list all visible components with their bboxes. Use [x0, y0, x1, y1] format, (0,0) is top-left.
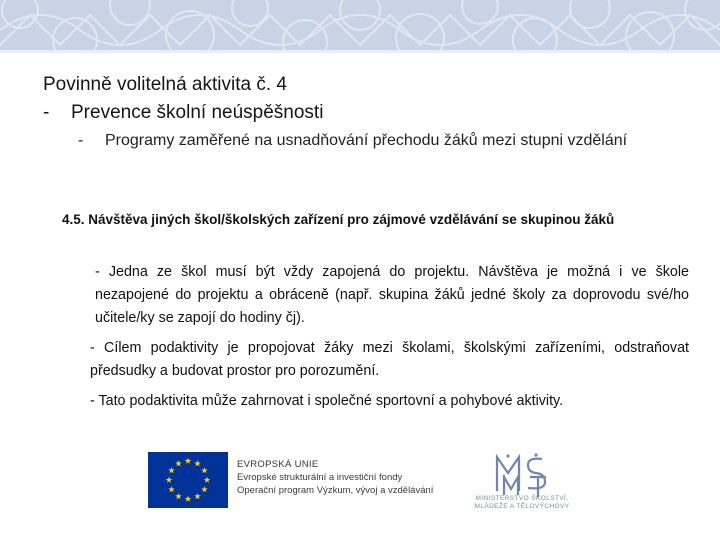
paragraph-3: - Tato podaktivita může zahrnovat i společné sportovní a pohybové aktivity. — [90, 393, 564, 409]
ministry-line1: MINISTERSTVO ŠKOLSTVÍ, — [475, 495, 569, 502]
paragraph-2: - Cílem podaktivity je propojovat žáky mezi školami, školskými zařízeními, odstraňovat předsudky a budovat prostor pro porozumění. — [90, 340, 689, 379]
slide-title-line2 — [43, 102, 323, 124]
eu-star — [194, 493, 200, 499]
eu-star — [185, 496, 191, 502]
eu-label: EVROPSKÁ UNIE — [237, 459, 319, 470]
subtitle-text: Programy zaměřené na usnadňování přechodu žáků mezi stupni vzdělání — [105, 132, 628, 149]
operational-program-text — [237, 458, 433, 497]
section-heading: 4.5. Návštěva jiných škol/školských zařízení pro zájmové vzdělávání se skupinou žáků — [62, 212, 615, 227]
eu-star — [201, 467, 207, 473]
title-line2-text: Prevence školní neúspěšnosti — [71, 102, 324, 123]
banner-pattern — [0, 0, 720, 50]
title-dash: - — [43, 102, 50, 123]
ministry-name — [470, 495, 574, 511]
program-label: Operační program Výzkum, vývoj a vzdělávání — [237, 485, 434, 496]
eu-star — [175, 493, 181, 499]
decorative-banner — [0, 0, 720, 50]
paragraph-1: - Jedna ze škol musí být vždy zapojená do projektu. Návštěva je možná i ve škole nezapojené do projektu a obráceně (např. skupina žáků jedné školy za doprovodu své/ho učitele/ky se zapojí do hodiny čj). — [95, 264, 689, 326]
eu-star — [201, 486, 207, 492]
ministry-line2: MLÁDEŽE A TĚLOVÝCHOVY — [474, 503, 570, 510]
slide-title: Povinně volitelná aktivita č. 4 — [43, 74, 287, 95]
eu-star — [168, 486, 174, 492]
eu-star — [204, 477, 210, 483]
fund-label: Evropské strukturální a investiční fondy — [237, 472, 403, 483]
subtitle-dash: - — [78, 132, 84, 149]
eu-star — [194, 460, 200, 466]
eu-star — [168, 467, 174, 473]
banner-edge — [0, 50, 720, 53]
eu-star — [185, 458, 191, 464]
eu-star — [166, 477, 172, 483]
eu-stars-icon — [148, 452, 228, 508]
eu-flag-logo — [148, 452, 228, 508]
eu-star — [175, 460, 181, 466]
